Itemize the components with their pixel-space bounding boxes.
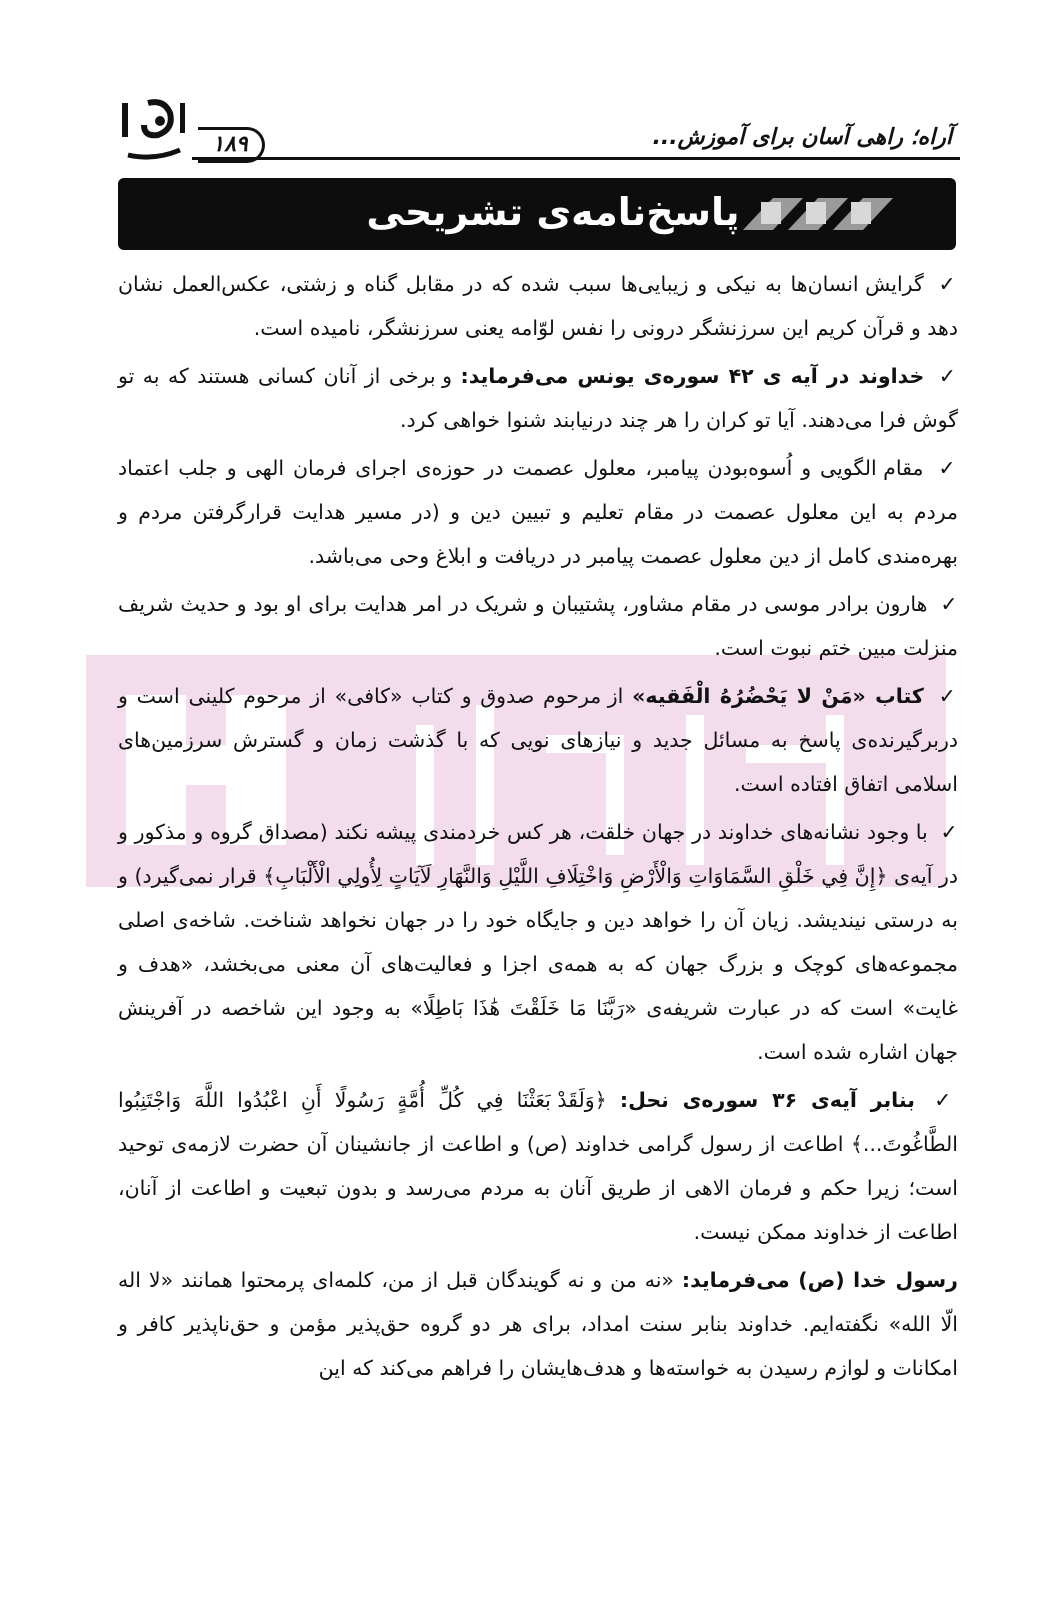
paragraph-5	[118, 674, 958, 806]
section-banner	[118, 178, 956, 250]
paragraph-bold: کتاب «مَنْ لا یَحْضُرُهُ الْفَقیه»	[632, 684, 924, 708]
check-icon: ✓	[934, 1088, 958, 1112]
running-title: آراه؛ راهی آسان برای آموزش...	[652, 125, 952, 150]
paragraph-7	[118, 1078, 958, 1254]
paragraph-text: از مرحوم صدوق و کتاب «کافی» از مرحوم کلینی است و دربرگیرنده‌ی پاسخ به مسائل جدید و نیازهای نویی که با گذشت زمان و گسترش سرزمین‌های اسلامی اتفاق افتاده است.	[118, 684, 958, 796]
paragraph-text: و برخی از آنان کسانی هستند که به تو گوش فرا می‌دهند. آیا تو کران را هر چند درنیابند شنوا خواهی کرد.	[118, 364, 958, 432]
paragraph-text: «نه من و نه گویندگان قبل از من، کلمه‌ای پرمحتوا همانند «لا اله الّا الله» نگفته‌ایم. خداوند بنابر سنت امداد، برای هر دو گروه حق‌پذیر مؤمن و حق‌ناپذیر کافر و امکانات و لوازم رسیدن به خواسته‌ها و هدف‌هایشان را فراهم می‌کند که این	[118, 1268, 958, 1380]
page-number: ۱۸۹	[198, 127, 265, 163]
check-icon: ✓	[940, 592, 958, 616]
paragraph-bold: رسول خدا (ص) می‌فرماید:	[681, 1268, 958, 1292]
paragraph-bold: خداوند در آیه ی ۴۲ سوره‌ی یونس می‌فرماید:	[460, 364, 925, 388]
paragraph-text: ﴿وَلَقَدْ بَعَثْنَا فِي كُلِّ أُمَّةٍ رَسُولًا أَنِ اعْبُدُوا اللَّهَ وَاجْتَنِبُوا الطَّاغُوتَ...﴾ اطاعت از رسول گرامی خداوند (ص) و اطاعت از جانشینان آن حضرت لازمه‌ی توحید است؛ زیرا حکم و فرمان الاهی از طریق آنان به مردم می‌رسد و بدون تبعیت و اطاعت از آنان، اطاعت از خداوند ممکن نیست.	[118, 1088, 958, 1244]
paragraph-bold: بنابر آیه‌ی ۳۶ سوره‌ی نحل:	[619, 1088, 915, 1112]
paragraph-6	[118, 810, 958, 1074]
paragraph-text: مقام الگویی و اُسوه‌بودن پیامبر، معلول عصمت در حوزه‌ی اجرای فرمان الهی و جلب اعتماد مردم به این معلول عصمت در مقام تعلیم و تبیین دین و (در مسیر هدایت قرارگرفتن مردم و بهره‌مندی کامل از دین معلول عصمت پیامبر در دریافت و ابلاغ وحی می‌باشد.	[118, 456, 958, 568]
section-title: پاسخ‌نامه‌ی تشریحی	[366, 190, 740, 234]
paragraph-4	[118, 582, 958, 670]
paragraph-text: گرایش انسان‌ها به نیکی و زیبایی‌ها سبب شده که در مقابل گناه و زشتی، عکس‌العمل نشان دهد و قرآن کریم این سرزنشگر درونی را نفس لوّامه یعنی سرزنشگر، نامیده است.	[118, 272, 958, 340]
answer-text	[118, 262, 958, 1394]
check-icon: ✓	[938, 272, 958, 296]
publisher-logo	[118, 95, 190, 165]
paragraph-text: با وجود نشانه‌های خداوند در جهان خلقت، هر کس خردمندی پیشه نکند (مصداق گروه و مذکور و در آیه‌ی ﴿إِنَّ فِي خَلْقِ السَّمَاوَاتِ وَالْأَرْضِ وَاخْتِلَافِ اللَّيْلِ وَالنَّهَارِ لَآيَاتٍ لِأُولِي الْأَلْبَابِ﴾ قرار نمی‌گیرد) و به درستی نیندیشد. زیان آن را خواهد دین و جایگاه خود را در جهان نخواهد شناخت. شاخه‌ی اصلی مجموعه‌های کوچک و بزرگ جهان که به همه‌ی اجزا و فعالیت‌های آن معنی می‌بخشد، «هدف و غایت» است که در عبارت شریفه‌ی «رَبَّنَا مَا خَلَقْتَ هَٰذَا بَاطِلًا» به وجود این شاخصه در آفرینش جهان اشاره شده است.	[118, 820, 958, 1064]
paragraph-text: هارون برادر موسی در مقام مشاور، پشتیبان و شریک در امر هدایت برای او بود و حدیث شریف منزلت مبین ختم نبوت است.	[118, 592, 958, 660]
paragraph-2	[118, 354, 958, 442]
paragraph-3	[118, 446, 958, 578]
check-icon: ✓	[938, 364, 958, 388]
check-icon: ✓	[938, 456, 958, 480]
check-icon: ✓	[938, 684, 958, 708]
header-rule	[192, 157, 960, 160]
check-icon: ✓	[940, 820, 958, 844]
paragraph-8	[118, 1258, 958, 1390]
paragraph-1	[118, 262, 958, 350]
banner-decoration-icon	[733, 190, 898, 238]
